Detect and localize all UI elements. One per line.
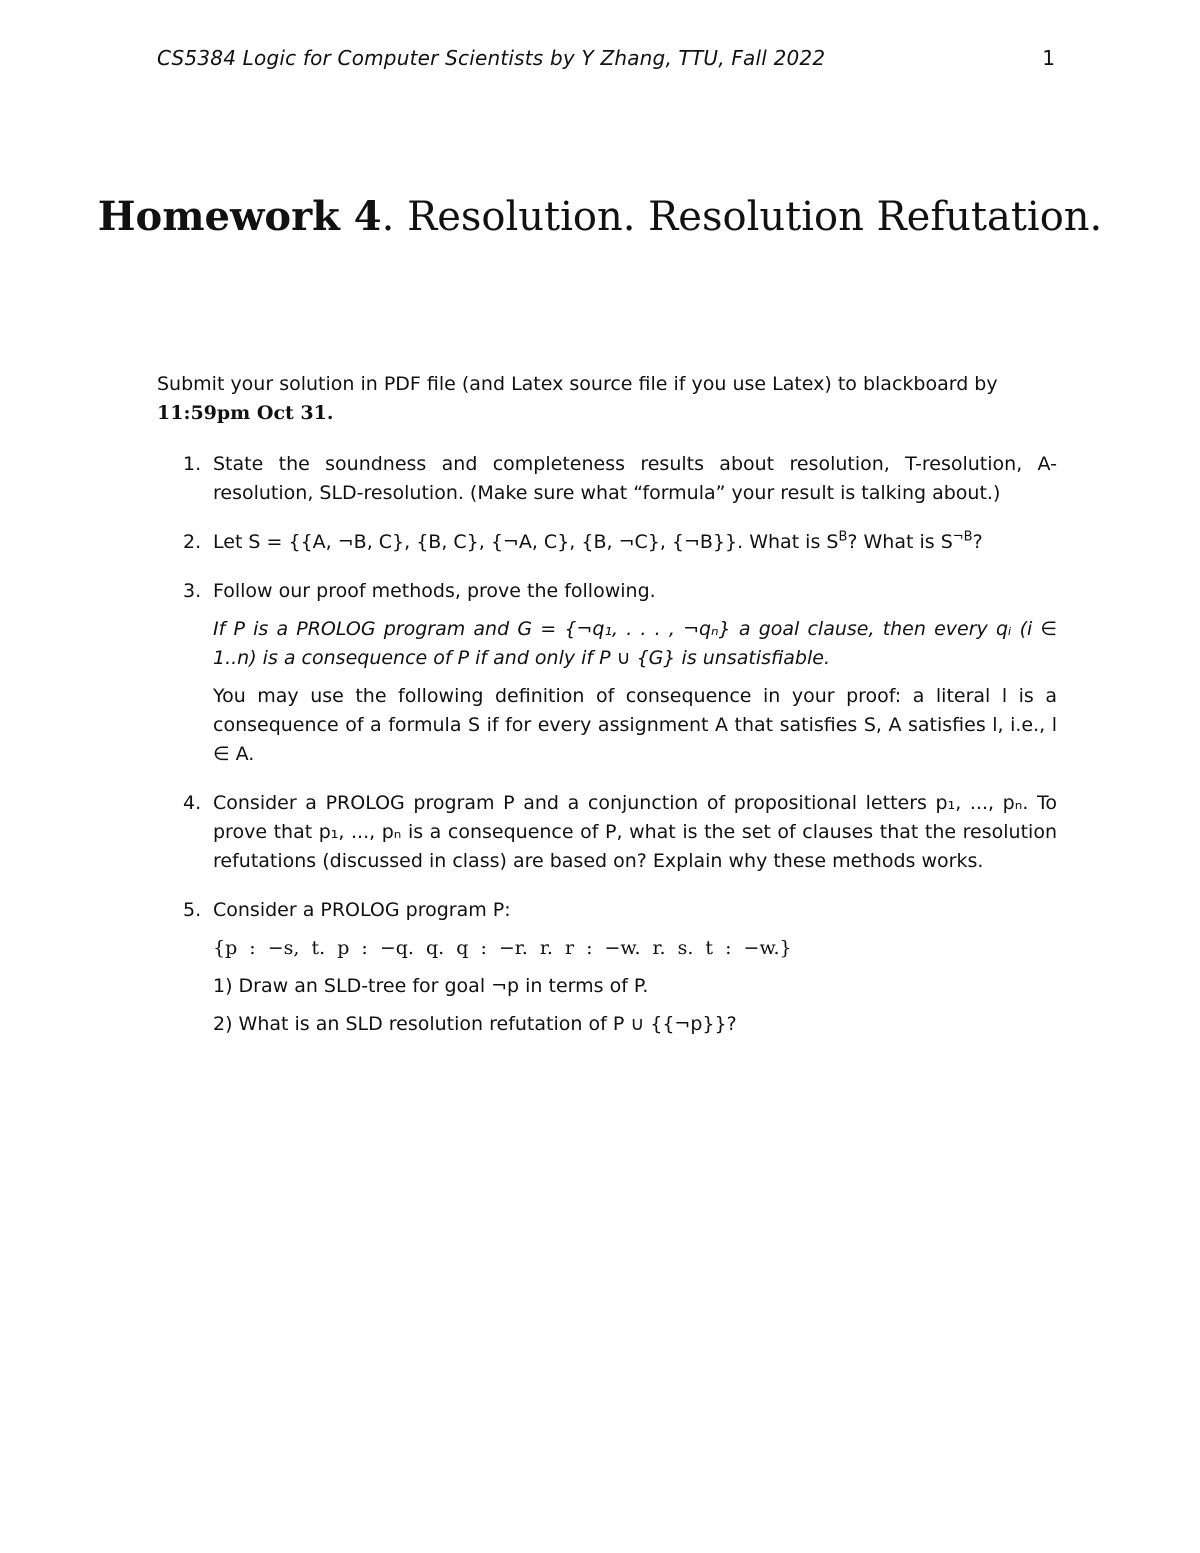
document-body <box>157 370 1057 1059</box>
problem-number: 3. <box>183 580 202 602</box>
superscript: ¬B <box>952 529 973 545</box>
submission-instructions <box>157 370 1057 428</box>
prolog-program: {p : −s, t. p : −q. q. q : −r. r. r : −w. r. s. t : −w.} <box>213 937 792 959</box>
problem-text: Consider a PROLOG program P and a conjunction of propositional letters p₁, ..., pₙ. To prove that p₁, ..., pₙ is a consequence of P, what is the set of clauses that the resolution refutations (discussed in class) are based on? Explain why these methods works. <box>213 792 1057 872</box>
problem-text <box>213 531 983 553</box>
problem-text: State the soundness and completeness results about resolution, T-resolution, A-resolution, SLD-resolution. (Make sure what “formula” your result is talking about.) <box>213 453 1057 504</box>
instructions-text: Submit your solution in PDF file (and Latex source file if you use Latex) to blackboard by <box>157 373 998 395</box>
title-rest: . Resolution. Resolution Refutation. <box>381 194 1103 240</box>
page-number: 1 <box>1042 46 1055 70</box>
running-header: CS5384 Logic for Computer Scientists by Y Zhang, TTU, Fall 2022 <box>157 46 826 70</box>
problem-text-part: ? <box>972 531 983 553</box>
page-title <box>0 193 1200 240</box>
problem-item <box>157 577 1057 769</box>
problem-number: 2. <box>183 531 202 553</box>
sub-question: 1) Draw an SLD-tree for goal ¬p in terms of P. <box>213 975 649 997</box>
problem-list <box>157 450 1057 1039</box>
problem-item <box>157 450 1057 508</box>
problem-item <box>157 896 1057 1039</box>
title-bold: Homework 4 <box>97 193 382 240</box>
problem-text-part: Let S = {{A, ¬B, C}, {B, C}, {¬A, C}, {B, ¬C}, {¬B}}. What is S <box>213 531 839 553</box>
problem-number: 5. <box>183 899 202 921</box>
theorem-statement: If P is a PROLOG program and G = {¬q₁, . . . , ¬qₙ} a goal clause, then every qᵢ (i ∈ 1..n) is a consequence of P if and only if P ∪ {G} is unsatisfiable. <box>213 618 1057 669</box>
problem-lead: Follow our proof methods, prove the following. <box>213 580 656 602</box>
problem-number: 1. <box>183 453 202 475</box>
problem-item <box>157 789 1057 876</box>
problem-item <box>157 528 1057 557</box>
sub-question: 2) What is an SLD resolution refutation of P ∪ {{¬p}}? <box>213 1013 737 1035</box>
problem-text-part: ? What is S <box>847 531 953 553</box>
problem-hint: You may use the following definition of consequence in your proof: a literal l is a consequence of a formula S if for every assignment A that satisfies S, A satisfies l, i.e., l ∈ A. <box>213 685 1057 765</box>
deadline: 11:59pm Oct 31. <box>157 402 334 424</box>
problem-lead: Consider a PROLOG program P: <box>213 899 511 921</box>
superscript: B <box>838 529 848 545</box>
problem-number: 4. <box>183 792 202 814</box>
